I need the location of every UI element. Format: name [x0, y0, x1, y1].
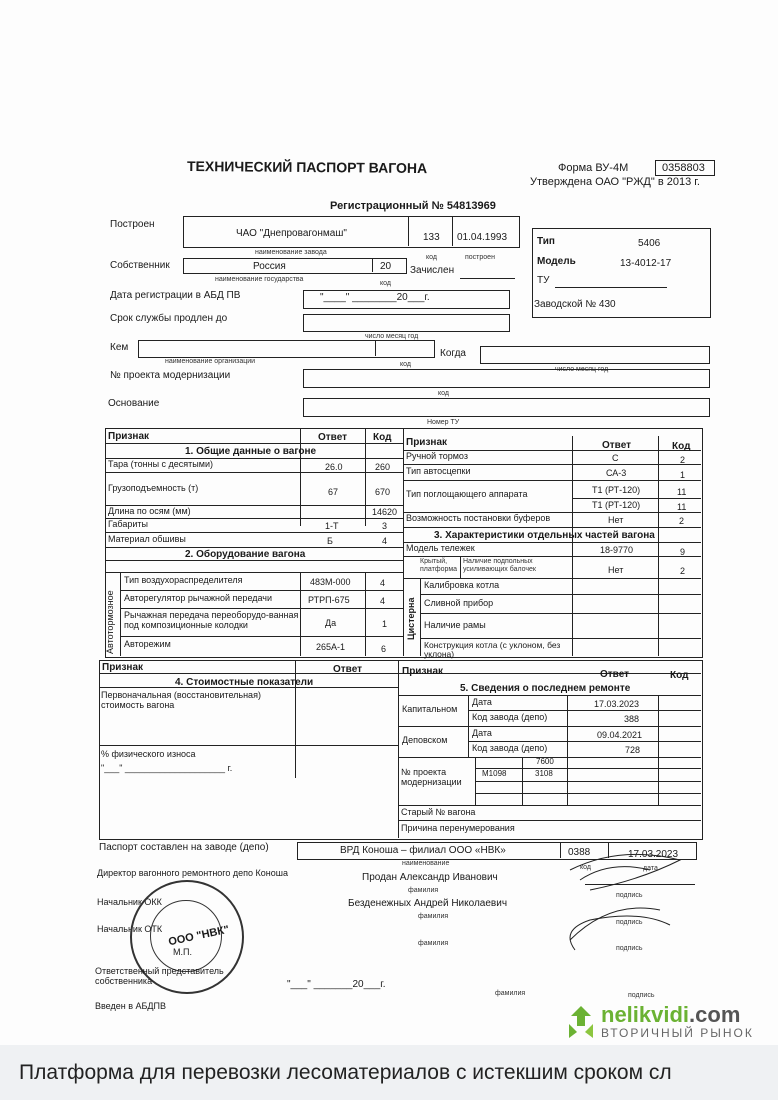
t1-header-sign: Признак [108, 431, 150, 442]
recycle-icon [565, 1004, 597, 1040]
bogie-label: Модель тележек [406, 543, 475, 553]
depot-code: 728 [625, 745, 641, 755]
type-value: 5406 [638, 238, 661, 249]
t1-header-sign-right: Признак [406, 437, 448, 448]
hint-tu: Номер ТУ [427, 419, 460, 426]
section-3-title: 3. Характеристики отдельных частей вагона [434, 530, 655, 541]
table-row-answer: 1-Т [325, 521, 339, 531]
table-row-label: Материал обшивы [108, 534, 186, 544]
table-row-code: 1 [382, 619, 388, 629]
factory-number: Заводской № 430 [534, 299, 616, 310]
table-row-code: 14620 [372, 507, 398, 517]
otk-label: Начальник ОТК [97, 924, 163, 934]
table-row-label: Габариты [108, 519, 148, 529]
compiled-date: 17.03.2023 [628, 849, 679, 860]
basis-label: Основание [108, 398, 160, 409]
table-row-label: Ручной тормоз [406, 451, 468, 461]
depot-date: 09.04.2021 [597, 730, 643, 740]
floor-beams-code: 2 [680, 566, 686, 576]
bogie-answer: 18-9770 [600, 545, 634, 555]
modern-project-label: № проекта модернизации [401, 767, 462, 787]
service-ext-label: Срок службы продлен до [110, 313, 228, 324]
hint-surname-4: фамилия [495, 990, 526, 997]
table-row-code: 2 [680, 455, 686, 465]
t2-header-sign-right: Признак [402, 666, 444, 677]
t1-header-code: Код [373, 432, 392, 443]
hint-plant: наименование завода [255, 249, 327, 256]
hint-org: наименование организации [165, 358, 256, 365]
brand-tld: .com [689, 1002, 741, 1027]
reg-date-blank: "____" ________20___г. [320, 292, 430, 303]
hint-surname-2: фамилия [418, 913, 449, 920]
service-ext-box [303, 314, 510, 332]
tank-label: Цистерна [406, 597, 416, 640]
tank-row-label: Сливной прибор [424, 598, 494, 608]
wear-label: % физического износа [101, 749, 196, 759]
t2-header-sign: Признак [102, 662, 144, 673]
renumber-label: Причина перенумерования [401, 823, 515, 833]
by-whom-box [138, 340, 435, 358]
brand-tagline: ВТОРИЧНЫЙ РЫНОК [601, 1026, 754, 1040]
date-label: Дата [472, 728, 492, 738]
table-row-code: 11 [677, 487, 687, 497]
table-row-answer: 67 [328, 487, 339, 497]
section-1-title: 1. Общие данные о вагоне [185, 446, 317, 457]
table-row-label: Тип автосцепки [406, 466, 471, 476]
approved-text: Утверждена ОАО "РЖД" в 2013 г. [530, 176, 700, 188]
table-row-answer: 483М-000 [310, 577, 351, 587]
when-label: Когда [440, 348, 466, 359]
by-whom-label: Кем [110, 342, 129, 353]
built-label: Построен [110, 219, 155, 230]
table-row-label: Тип поглощающего аппарата [406, 489, 528, 499]
table-row-code: 11 [677, 502, 687, 512]
owner-box [183, 258, 407, 274]
hint-code-4: код [438, 390, 449, 397]
hint-date-footer: дата [643, 865, 658, 872]
model-value: 13-4012-17 [620, 258, 672, 269]
t1-header-answer-right: Ответ [602, 440, 632, 451]
owner-rep-blank: "___" _______20___г. [287, 979, 386, 990]
table-row-answer: Да [325, 618, 337, 628]
t1-header-code-right: Код [672, 441, 691, 452]
owner-country: Россия [253, 261, 286, 272]
caption-text: Платформа для перевозки лесоматериалов с истекшим сроком сл [19, 1061, 672, 1084]
hint-date: число месяц год [365, 333, 419, 340]
capital-date: 17.03.2023 [594, 699, 640, 709]
okk-name: Безденежных Андрей Николаевич [348, 898, 508, 909]
model-label: Модель [537, 256, 576, 267]
table-row-code: 4 [380, 596, 386, 606]
hint-signature: подпись [616, 892, 643, 899]
table-row-answer: Т1 (РТ-120) [592, 500, 641, 510]
build-date: 01.04.1993 [457, 232, 508, 243]
form-label: Форма ВУ-4М [558, 162, 629, 174]
table-row-label: Возможность постановки буферов [406, 513, 551, 523]
entered-label: Введен в АБДПВ [95, 1001, 166, 1011]
table-row-code: 2 [679, 516, 685, 526]
owner-rep-label: Ответственный представитель собственника [95, 966, 224, 986]
hint-code: код [426, 254, 437, 261]
table-row-label: Авторежим [124, 639, 171, 649]
brand-name [601, 1002, 740, 1028]
table-row-code: 3 [382, 521, 388, 531]
registration-number: Регистрационный № 54813969 [330, 200, 496, 212]
nelikvidi-watermark [565, 1002, 765, 1044]
hint-surname: фамилия [408, 887, 439, 894]
plant-code-label: Код завода (депо) [472, 743, 548, 753]
tank-row-label: Наличие рамы [424, 620, 486, 630]
hint-signature-2: подпись [616, 919, 643, 926]
section-4-title: 4. Стоимостные показатели [175, 677, 314, 688]
table-row-code: 6 [381, 644, 387, 654]
mp-label: М.П. [173, 947, 192, 957]
form-number: 0358803 [662, 162, 705, 174]
enlisted-label: Зачислен [410, 265, 455, 276]
type-label: Тип [537, 236, 555, 247]
t2-header-answer-right: Ответ [600, 669, 630, 680]
table-row-label: Длина по осям (мм) [108, 506, 191, 516]
table-row-answer: СА-3 [606, 468, 627, 478]
reg-date-label: Дата регистрации в АБД ПВ [110, 290, 241, 301]
initial-cost-label: Первоначальная (восстановительная) стоимость вагона [101, 690, 261, 710]
hint-code-footer: код [580, 864, 591, 871]
modern-val-2: М1098 [482, 769, 507, 778]
tank-row-label: Калибровка котла [424, 580, 500, 590]
tank-row-label: Конструкция котла (с уклоном, без уклона) [424, 640, 561, 660]
table-row-code: 670 [375, 487, 391, 497]
compiled-code: 0388 [568, 847, 591, 858]
modern-label: № проекта модернизации [110, 370, 231, 381]
hint-built: построен [465, 254, 495, 261]
table-row-answer: 265А-1 [316, 642, 346, 652]
table-row-answer: 26.0 [325, 462, 343, 472]
plant-code: 133 [423, 232, 440, 243]
t2-header-code: Код [670, 670, 689, 681]
stamp-text: ООО "НВК" [167, 923, 231, 949]
table-row-label: Тип воздухораспределителя [124, 575, 243, 585]
okk-label: Начальник ОКК [97, 897, 162, 907]
section-2-title: 2. Оборудование вагона [185, 549, 306, 560]
hint-surname-3: фамилия [418, 940, 449, 947]
auto-brake-label: Автотормозное [105, 590, 115, 654]
compiled-value: ВРД Коноша – филиал ООО «НВК» [340, 845, 506, 856]
owner-code: 20 [380, 261, 392, 272]
old-number-label: Старый № вагона [401, 807, 476, 817]
table-row-code: 4 [380, 578, 386, 588]
owner-label: Собственник [110, 260, 170, 271]
table-row-label: Авторегулятор рычажной передачи [124, 593, 273, 603]
capital-code: 388 [624, 714, 640, 724]
hint-date-2: число месяц год [555, 366, 609, 373]
table-row-code: 4 [382, 536, 388, 546]
document-title: ТЕХНИЧЕСКИЙ ПАСПОРТ ВАГОНА [186, 157, 428, 177]
modern-val-3: 3108 [535, 769, 553, 778]
table-row-label: Рычажная передача переоборудо-ванная под композиционные колодки [124, 610, 299, 630]
section-5-title: 5. Сведения о последнем ремонте [460, 683, 631, 694]
capital-label: Капитальном [402, 704, 458, 714]
signature-scribbles [560, 840, 700, 960]
table-row-label: Грузоподъемность (т) [108, 483, 199, 493]
when-box [480, 346, 710, 364]
table-row-answer: Нет [608, 515, 624, 525]
table-row-answer: С [612, 453, 619, 463]
hint-signature-4: подпись [628, 992, 655, 999]
listing-caption [0, 1045, 778, 1100]
hint-name: наименование [402, 860, 450, 867]
bogie-code: 9 [680, 547, 686, 557]
hint-signature-3: подпись [616, 945, 643, 952]
modern-box [303, 369, 710, 388]
t1-header-answer: Ответ [318, 432, 348, 443]
director-name: Продан Александр Иванович [362, 872, 498, 883]
table-row-answer: Б [327, 536, 333, 546]
table-row-code: 1 [680, 470, 686, 480]
floor-beams-label: Наличие подпольных усиливающих балочек [463, 558, 536, 573]
date-label: Дата [472, 697, 492, 707]
basis-box [303, 398, 710, 417]
hint-country: наименование государства [215, 276, 304, 283]
table-row-label: Тара (тонны с десятыми) [108, 459, 213, 469]
depot-label: Деповском [402, 735, 448, 745]
table-row-answer: Т1 (РТ-120) [592, 485, 641, 495]
tu-label: ТУ [537, 275, 550, 286]
modern-val-1: 7600 [536, 757, 554, 766]
hint-code-2: код [380, 280, 391, 287]
covered-label: Крытый, платформа [420, 558, 458, 573]
plant-name: ЧАО "Днепровагонмаш" [236, 228, 347, 239]
hint-code-3: код [400, 361, 411, 368]
plant-code-label: Код завода (депо) [472, 712, 548, 722]
wear-blank: "___" ____________________ г. [101, 763, 233, 773]
table-row-answer: РТРП-675 [308, 595, 350, 605]
t2-header-answer: Ответ [333, 664, 363, 675]
floor-beams-answer: Нет [608, 565, 624, 575]
brand-text: nelikvidi [601, 1002, 690, 1027]
director-label: Директор вагонного ремонтного депо Коноша [97, 868, 288, 878]
table-row-code: 260 [375, 462, 391, 472]
compiled-label: Паспорт составлен на заводе (депо) [99, 842, 269, 853]
